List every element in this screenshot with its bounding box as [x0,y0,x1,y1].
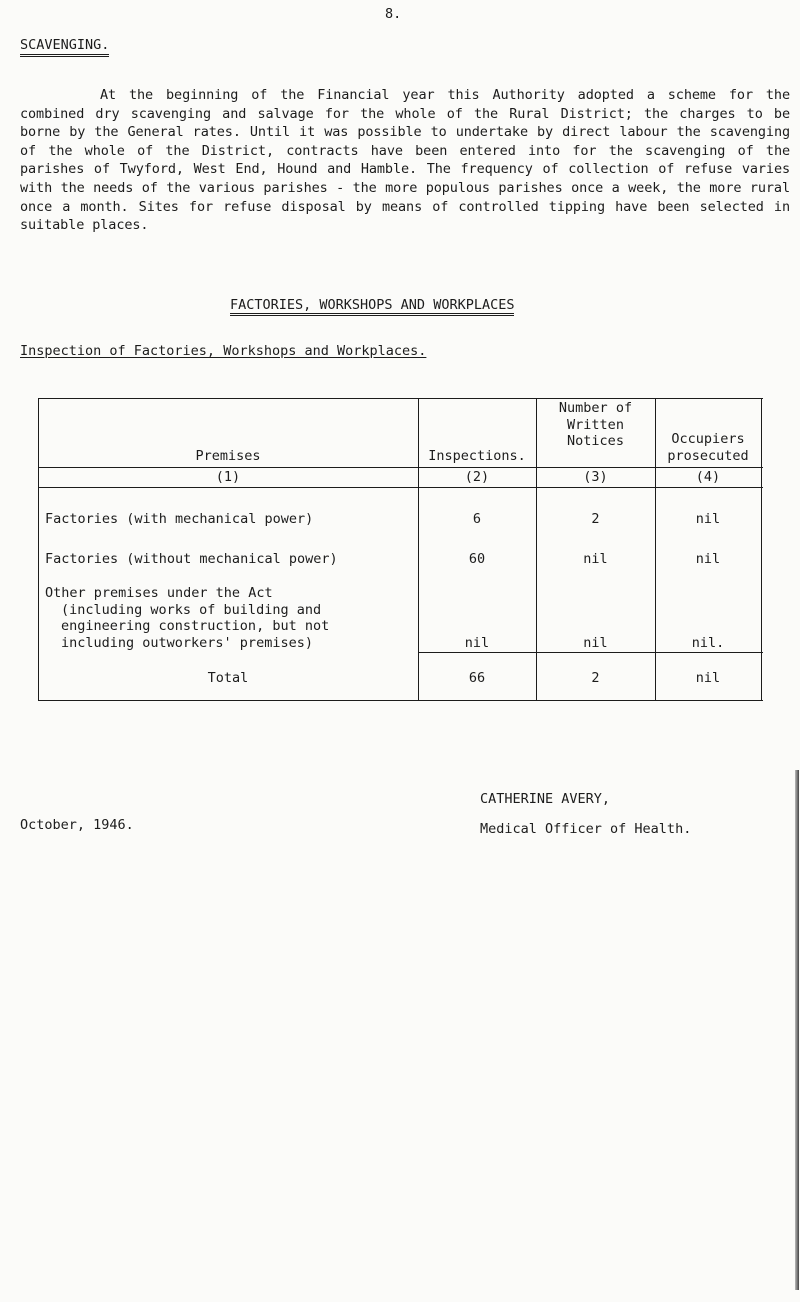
header-num-3: (3) [583,469,608,485]
row-2-premises: Factories (without mechanical power) [45,551,338,567]
row-2-prosecuted: nil [695,551,721,567]
row-3-prosecuted: nil. [691,635,725,651]
header-inspections: Inspections. [428,448,526,464]
row-1-notices: 2 [591,511,600,527]
header-occupiers-prosecuted: Occupiers prosecuted [667,431,749,464]
row-1-premises: Factories (with mechanical power) [45,511,314,527]
row-3-premises: Other premises under the Act (including works of building and engineering construction, but not including outworkers' premises) [45,585,330,651]
scan-edge-shadow [795,770,799,1290]
row-3-inspections: nil [464,635,490,651]
header-num-2: (2) [464,469,490,485]
header-premises: Premises [195,448,261,464]
total-inspections: 66 [468,670,486,686]
total-label: Total [207,670,249,686]
row-2-notices: nil [583,551,608,567]
signature-date: October, 1946. [20,817,134,833]
inspection-subheading: Inspection of Factories, Workshops and Workplaces. [20,343,427,359]
header-num-1: (1) [215,469,241,485]
total-notices: 2 [591,670,600,686]
header-written-notices: Number of Written Notices [558,400,633,450]
signature-title: Medical Officer of Health. [480,821,692,837]
page-number: 8. [385,6,402,22]
scavenging-paragraph: At the beginning of the Financial year this Authority adopted a scheme for the combined dry scavenging and salvage for the whole of the Rural District; the charges to be borne by the General rates. Until it was possible to undertake by direct labour the scavenging of the whole of the District, contracts have been entered into for the scavenging of the parishes of Twyford, West End, Hound and Hamble. The frequency of collection of refuse varies with the needs of the various parishes - the more populous parishes once a week, the more rural once a month. Sites for refuse disposal by means of controlled tipping have been selected in suitable places. [20,87,790,234]
factories-section-title: FACTORIES, WORKSHOPS AND WORKPLACES [230,297,514,316]
scavenging-heading: SCAVENGING. [20,37,109,57]
inspection-table [38,398,763,750]
row-2-inspections: 60 [468,551,486,567]
row-1-inspections: 6 [472,511,482,527]
header-num-4: (4) [695,469,721,485]
signature-name: CATHERINE AVERY, [480,791,611,807]
row-1-prosecuted: nil [695,511,721,527]
row-3-notices: nil [583,635,608,651]
total-prosecuted: nil [695,670,721,686]
